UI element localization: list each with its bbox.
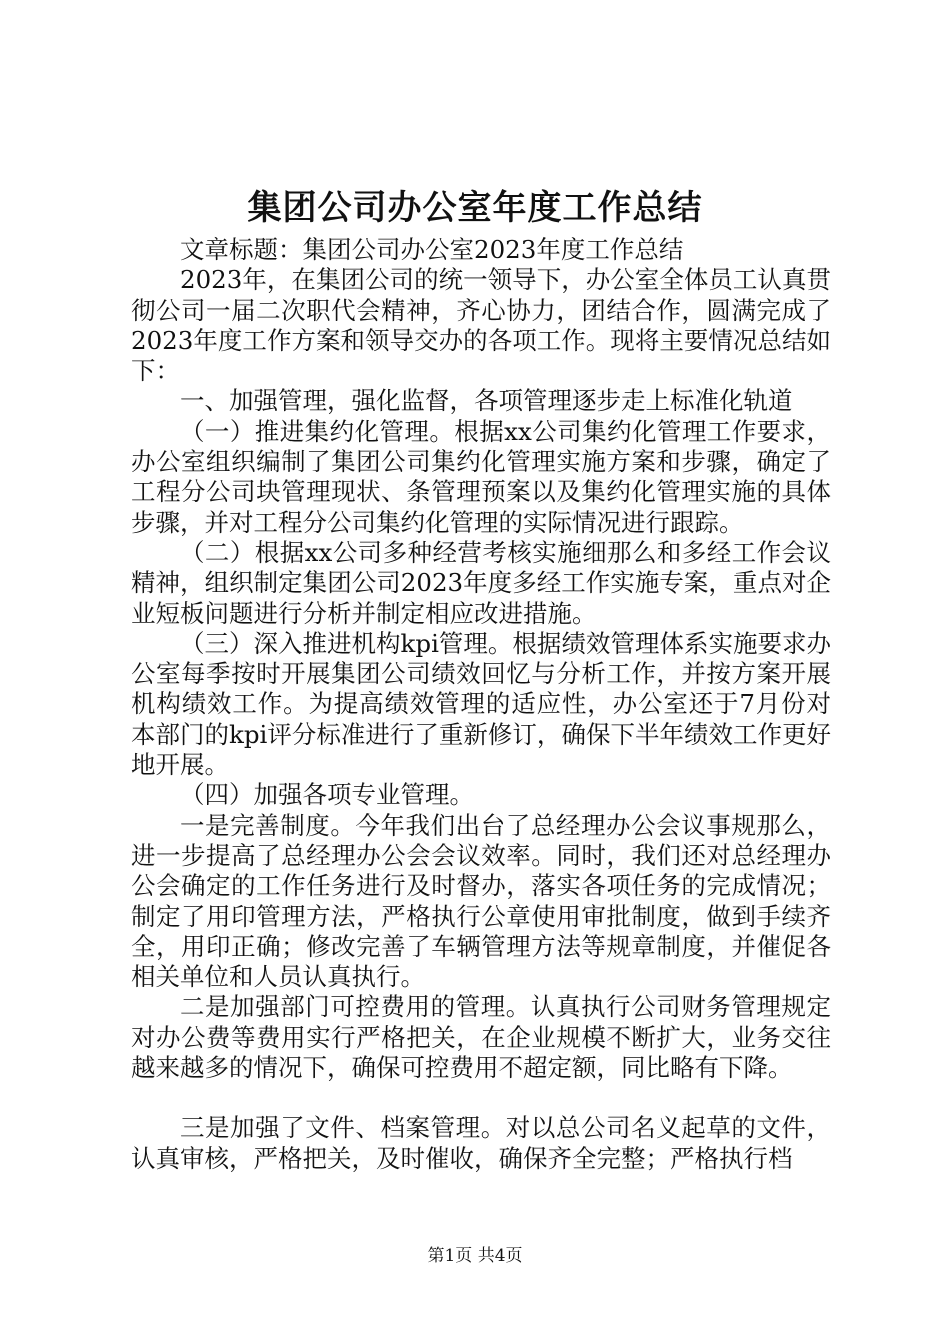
paragraph-item-2: （二）根据xx公司多种经营考核实施细那么和多经工作会议精神，组织制定集团公司2023年度多经工作实施专案，重点对企业短板问题进行分析并制定相应改进措施。 — [131, 537, 831, 628]
paragraph-point-3: 三是加强了文件、档案管理。对以总公司名义起草的文件，认真审核，严格把关，及时催收，确保齐全完整；严格执行档 — [131, 1113, 831, 1173]
page-footer: 第1页 共4页 — [427, 1246, 523, 1266]
paragraph-point-1: 一是完善制度。今年我们出台了总经理办公会议事规那么，进一步提高了总经理办公会会议效率。同时，我们还对总经理办公会确定的工作任务进行及时督办，落实各项任务的完成情况；制定了用印管理方法，严格执行公章使用审批制度，做到手续齐全，用印正确；修改完善了车辆管理方法等规章制度，并催促各相关单位和人员认真执行。 — [131, 810, 831, 992]
document-title: 集团公司办公室年度工作总结 — [247, 188, 703, 228]
paragraph-section-heading: 一、加强管理，强化监督，各项管理逐步走上标准化轨道 — [180, 386, 793, 416]
paragraph-point-2: 二是加强部门可控费用的管理。认真执行公司财务管理规定对办公费等费用实行严格把关，在企业规模不断扩大，业务交往越来越多的情况下，确保可控费用不超定额，同比略有下降。 — [131, 992, 831, 1083]
paragraph-item-4: （四）加强各项专业管理。 — [180, 780, 474, 810]
document-body — [131, 235, 831, 1174]
paragraph-intro: 2023年，在集团公司的统一领导下，办公室全体员工认真贯彻公司一届二次职代会精神，齐心协力，团结合作，圆满完成了2023年度工作方案和领导交办的各项工作。现将主要情况总结如下： — [131, 265, 831, 386]
paragraph-article-heading: 文章标题：集团公司办公室2023年度工作总结 — [180, 235, 684, 264]
paragraph-item-3: （三）深入推进机构kpi管理。根据绩效管理体系实施要求办公室每季按时开展集团公司绩效回忆与分析工作，并按方案开展机构绩效工作。为提高绩效管理的适应性，办公室还于7月份对本部门的kpi评分标准进行了重新修订，确保下半年绩效工作更好地开展。 — [131, 628, 831, 780]
paragraph-item-1: （一）推进集约化管理。根据xx公司集约化管理工作要求，办公室组织编制了集团公司集约化管理实施方案和步骤，确定了工程分公司块管理现状、条管理预案以及集约化管理实施的具体步骤，并对工程分公司集约化管理的实际情况进行跟踪。 — [131, 416, 831, 537]
